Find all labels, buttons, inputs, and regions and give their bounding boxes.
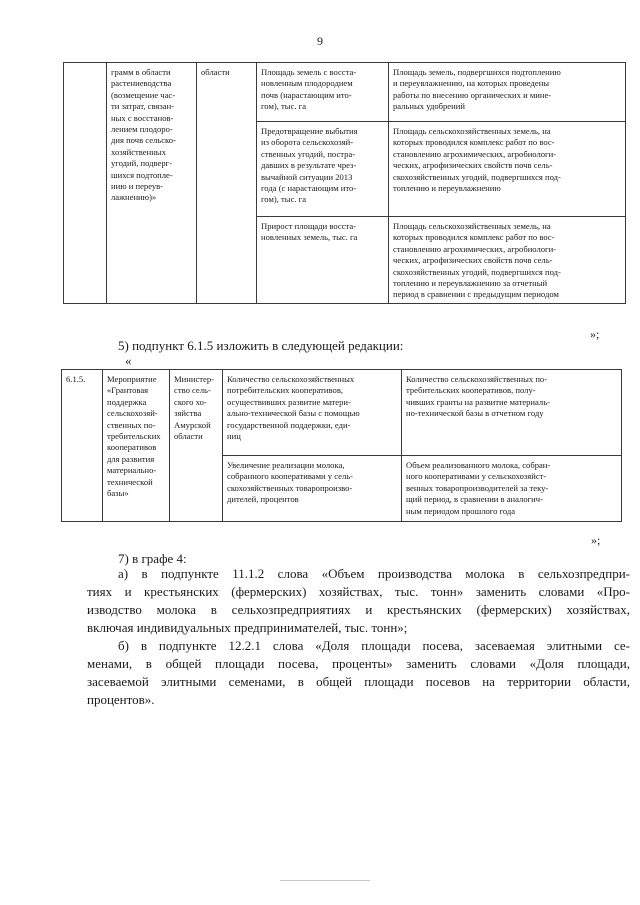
cell-text-line: растениеводства xyxy=(111,78,172,89)
item-a-line: а) в подпункте 11.1.2 слова «Объем производства молока в сельхозпредпри- xyxy=(118,566,630,581)
table1-measure-cell xyxy=(107,63,197,304)
cell-text-line: зяйства xyxy=(174,408,202,419)
table1-number-cell xyxy=(64,63,107,304)
cell-text-line: становлению агрохимических, агробиологи- xyxy=(393,148,557,159)
cell-text-line: скохозяйственных угодий, подвергшихся под- xyxy=(393,171,561,182)
cell-text-line: период в сравнении с предыдущим периодом xyxy=(393,289,559,300)
item-a-line: тиях и крестьянских (фермерских) хозяйствах, тыс. тонн» заменить словами «Про- xyxy=(87,584,630,599)
cell-text-line: лением плодоро- xyxy=(111,124,173,135)
cell-text-line: собранного кооперативами у сель- xyxy=(227,471,354,482)
cell-text-line: чивших гранты на развитие материаль- xyxy=(406,396,550,407)
cell-text-line: (возмещение час- xyxy=(111,89,176,100)
cell-text-line: ного кооперативами у сельскохозяйст- xyxy=(406,471,547,482)
cell-text-line: Объем реализованного молока, собран- xyxy=(406,460,551,470)
cell-text-line: которых проводился комплекс работ по вос- xyxy=(393,137,555,148)
cell-text-line: Площадь сельскохозяйственных земель, на xyxy=(393,221,551,231)
cell-text-line: Количество сельскохозяйственных по- xyxy=(406,374,548,384)
cell-text-line: скохозяйственных товаропроизво- xyxy=(227,482,353,493)
cell-text-line: ство сель- xyxy=(174,385,211,396)
table2-description-cell xyxy=(402,456,622,522)
cell-text-line: Площадь земель, подвергшихся подтоплению xyxy=(393,67,561,77)
table2-description-cell xyxy=(402,370,622,456)
cell-text-line: угодий, подверг- xyxy=(111,158,173,169)
section-5-heading: 5) подпункт 6.1.5 изложить в следующей редакции: xyxy=(118,338,404,353)
cell-text-line: топлению и переувлажнению за отчетный xyxy=(393,278,548,289)
table2-indicator-cell xyxy=(223,370,402,456)
cell-text-line: материально- xyxy=(107,465,157,476)
table2-measure-cell xyxy=(103,370,170,522)
cell-text-line: ально-технической базы с помощью xyxy=(227,408,360,419)
cell-text-line: ных с восстанов- xyxy=(111,112,174,123)
cell-text-line: потребительских кооперативов, xyxy=(227,385,344,396)
cell-text-line: государственной поддержки, еди- xyxy=(227,419,351,430)
table2-executor-cell xyxy=(170,370,223,522)
cell-text-line: становлению агрохимических, агробиологи- xyxy=(393,243,557,254)
cell-text-line: скохозяйственных угодий, подвергшихся под- xyxy=(393,266,561,277)
cell-text-line: Площадь сельскохозяйственных земель, на xyxy=(393,126,551,136)
cell-text-line: топлению и переувлажнению xyxy=(393,183,501,194)
table1-executor-cell xyxy=(197,63,257,304)
cell-text-line: ческих, агрофизических свойств почв сель- xyxy=(393,160,553,171)
cell-text-line: Министер- xyxy=(174,374,214,384)
cell-text-line: венных товаропроизводителей за теку- xyxy=(406,482,549,493)
section-7-heading: 7) в графе 4: xyxy=(118,551,187,566)
cell-text-line: Мероприятие xyxy=(107,374,157,384)
cell-text-line: дителей, процентов xyxy=(227,494,299,505)
cell-text-line: которых проводился комплекс работ по вос- xyxy=(393,232,555,243)
table2-indicator-cell xyxy=(223,456,402,522)
table1-description-cell xyxy=(389,63,626,122)
cell-text-line: кооперативов xyxy=(107,442,157,453)
table-subitem-6-1-5 xyxy=(61,369,622,522)
table1-indicator-cell xyxy=(257,217,389,304)
cell-text-line: ственных по- xyxy=(107,419,156,430)
cell-text-line: ственных угодий, постра- xyxy=(261,148,356,159)
cell-text-line: ского хо- xyxy=(174,396,207,407)
scan-artifact-line xyxy=(280,880,370,881)
cell-text-line: гом), тыс. га xyxy=(261,194,307,205)
cell-text-line: сельскохозяй- xyxy=(107,408,158,419)
item-a-line: изводство молока в сельхозпредприятиях и крестьянских (фермерских) хозяйствах, xyxy=(87,602,630,617)
table1-description-cell xyxy=(389,217,626,304)
cell-text-line: требительских xyxy=(107,431,161,442)
cell-text-line: ральных удобрений xyxy=(393,101,465,112)
cell-text-line: поддержка xyxy=(107,396,147,407)
cell-text-line: Увеличение реализации молока, xyxy=(227,460,345,470)
table1-indicator-cell xyxy=(257,122,389,217)
cell-text-line: но-технической базы в отчетном году xyxy=(406,408,544,419)
table1-indicator-cell xyxy=(257,63,389,122)
cell-text-line: ным периодом прошлого года xyxy=(406,505,516,516)
cell-text-line: технической xyxy=(107,476,153,487)
table-continuation xyxy=(63,62,626,304)
cell-text-line: работы по внесению органических и мине- xyxy=(393,89,552,100)
cell-text-line: для развития xyxy=(107,453,155,464)
table1-description-cell xyxy=(389,122,626,217)
cell-text-line: почв (нарастающим ито- xyxy=(261,89,352,100)
cell-text-line: Предотвращение выбытия xyxy=(261,126,358,136)
cell-text-line: из оборота сельскохозяй- xyxy=(261,137,354,148)
cell-text-line: Прирост площади восста- xyxy=(261,221,357,231)
cell-text-line: щий период, в сравнении в аналогич- xyxy=(406,494,543,505)
item-b-line: засеваемой элитными семенами, в общей площади посевов на территории области, xyxy=(87,674,630,689)
cell-text-line: ти затрат, связан- xyxy=(111,101,175,112)
cell-text-line: вычайной ситуации 2013 xyxy=(261,171,353,182)
item-b-line: менами, в общей площади посева, проценты» заменить словами «Доля площади, xyxy=(87,656,630,671)
cell-text-line: нию и переув- xyxy=(111,181,164,192)
cell-text-line: года (с нарастающим ито- xyxy=(261,183,357,194)
opening-quote: « xyxy=(125,353,132,368)
cell-text-line: Амурской xyxy=(174,419,211,430)
cell-text-line: новленным плодородием xyxy=(261,78,353,89)
cell-text-line: дия почв сельско- xyxy=(111,135,176,146)
closing-quote: »; xyxy=(591,533,601,547)
cell-text-line: новленных земель, тыс. га xyxy=(261,232,358,243)
cell-text-line: требительских кооперативов, полу- xyxy=(406,385,536,396)
cell-text-line: давших в результате чрез- xyxy=(261,160,357,171)
cell-text-line: грамм в области xyxy=(111,67,171,77)
item-a-line: включая индивидуальных предпринимателей, тыс. тонн»; xyxy=(87,620,408,635)
item-b-line: процентов». xyxy=(87,692,155,707)
cell-text-line: Количество сельскохозяйственных xyxy=(227,374,355,384)
cell-text-line: осуществивших развитие матери- xyxy=(227,396,351,407)
item-b-line: б) в подпункте 12.2.1 слова «Доля площади посева, засеваемая элитными се- xyxy=(118,638,630,653)
cell-text-line: ческих, агрофизических свойств почв сель- xyxy=(393,255,553,266)
cell-text-line: и переувлажнению, на которых проведены xyxy=(393,78,550,89)
cell-text-line: «Грантовая xyxy=(107,385,149,396)
cell-text-line: области xyxy=(201,67,230,77)
cell-text-line: шихся подтопле- xyxy=(111,169,173,180)
cell-text-line: хозяйственных xyxy=(111,146,166,157)
cell-text-line: гом), тыс. га xyxy=(261,101,307,112)
table2-number-cell: 6.1.5. xyxy=(62,370,103,522)
closing-quote: »; xyxy=(590,327,600,341)
cell-text-line: Площадь земель с восста- xyxy=(261,67,357,77)
cell-text-line: лажнению)» xyxy=(111,192,157,203)
cell-text-line: базы» xyxy=(107,488,129,499)
cell-text-line: ниц xyxy=(227,431,241,442)
cell-text-line: области xyxy=(174,431,203,442)
page-number: 9 xyxy=(317,34,323,48)
